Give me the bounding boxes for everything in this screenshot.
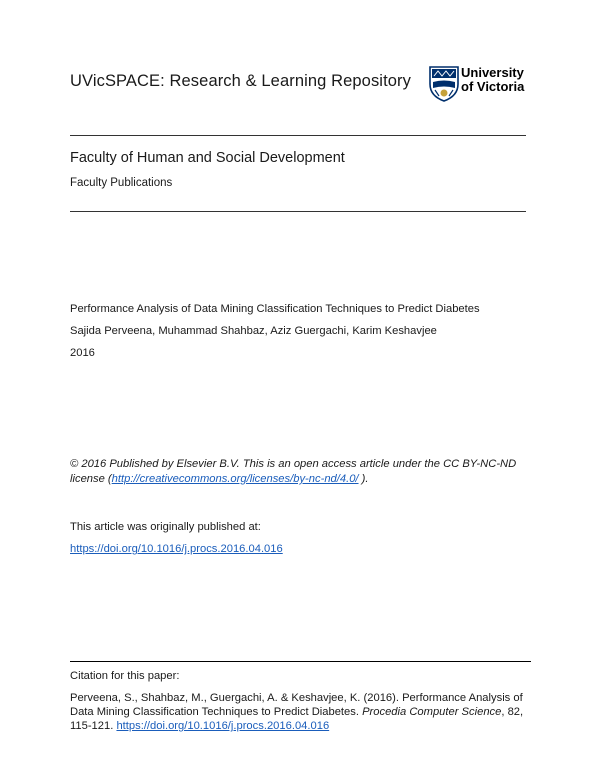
license-text: © 2016 Published by Elsevier B.V. This is an open access article under the CC BY-NC-ND license ( — [70, 458, 517, 485]
divider-top — [70, 135, 526, 136]
logo-line-2: of Victoria — [461, 79, 525, 94]
article-title: Performance Analysis of Data Mining Classification Techniques to Predict Diabetes — [70, 303, 480, 315]
citation-doi-link[interactable]: https://doi.org/10.1016/j.procs.2016.04.016 — [116, 720, 330, 732]
faculty-name: Faculty of Human and Social Development — [70, 150, 345, 166]
article-year: 2016 — [70, 347, 95, 359]
university-logo-text — [461, 66, 524, 94]
citation-journal: Procedia Computer Science — [362, 706, 502, 718]
faculty-collection: Faculty Publications — [70, 177, 173, 189]
license-link[interactable]: http://creativecommons.org/licenses/by-nc-nd/4.0/ — [111, 473, 359, 485]
university-crest-icon — [429, 66, 459, 102]
citation-volume: , 82, 115-121. — [70, 706, 524, 732]
citation-divider — [70, 661, 531, 662]
divider-bottom — [70, 211, 526, 212]
citation-body: Perveena, S., Shahbaz, M., Guergachi, A. & Keshavjee, K. (2016). Performance Analysis of Data Mining Classification Techniques to Predict Diabetes. — [70, 692, 523, 718]
doi-link-anchor[interactable]: https://doi.org/10.1016/j.procs.2016.04.016 — [70, 543, 283, 555]
license-text-end: ). — [358, 473, 369, 485]
article-authors: Sajida Perveena, Muhammad Shahbaz, Aziz Guergachi, Karim Keshavjee — [70, 325, 437, 337]
license-statement — [70, 457, 534, 487]
original-publication-label: This article was originally published at: — [70, 521, 261, 533]
citation-text — [70, 691, 534, 733]
citation-label: Citation for this paper: — [70, 670, 180, 682]
logo-line-1: University — [461, 65, 524, 80]
doi-link — [70, 543, 283, 555]
repository-title: UVicSPACE: Research & Learning Repository — [70, 72, 411, 90]
